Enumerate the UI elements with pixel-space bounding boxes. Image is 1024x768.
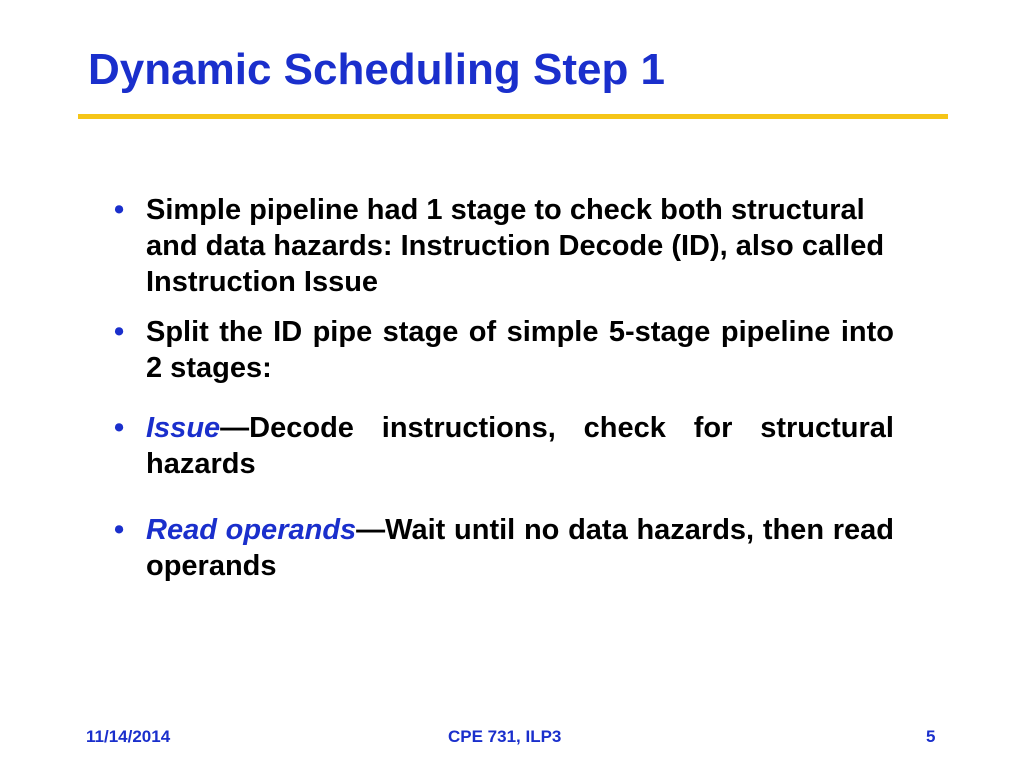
bullet-emphasis: Read operands — [146, 514, 357, 546]
footer-course: CPE 731, ILP3 — [448, 727, 562, 746]
bullet-item — [112, 192, 894, 300]
slide-title: Dynamic Scheduling Step 1 — [88, 45, 666, 94]
bullet-text: —Wait until no data hazards, then read operands — [146, 514, 895, 582]
bullet-emphasis: Issue — [146, 412, 221, 444]
title-divider — [78, 114, 948, 119]
footer-date: 11/14/2014 — [86, 727, 171, 746]
bullet-item — [112, 314, 894, 386]
bullet-icon: • — [114, 412, 125, 444]
bullet-item — [112, 512, 894, 584]
bullet-icon: • — [114, 194, 125, 226]
footer-page-number: 5 — [926, 727, 936, 746]
bullet-text: Simple pipeline had 1 stage to check both structural and data hazards: Instruction Decode (ID), also called Instruction Issue — [146, 194, 885, 298]
bullet-icon: • — [114, 316, 125, 348]
bullet-text: —Decode instructions, check for structural hazards — [146, 412, 894, 480]
bullet-text: Split the ID pipe stage of simple 5-stage pipeline into 2 stages: — [146, 316, 894, 384]
bullet-item — [112, 410, 894, 482]
bullet-list — [112, 192, 894, 584]
bullet-icon: • — [114, 514, 125, 546]
